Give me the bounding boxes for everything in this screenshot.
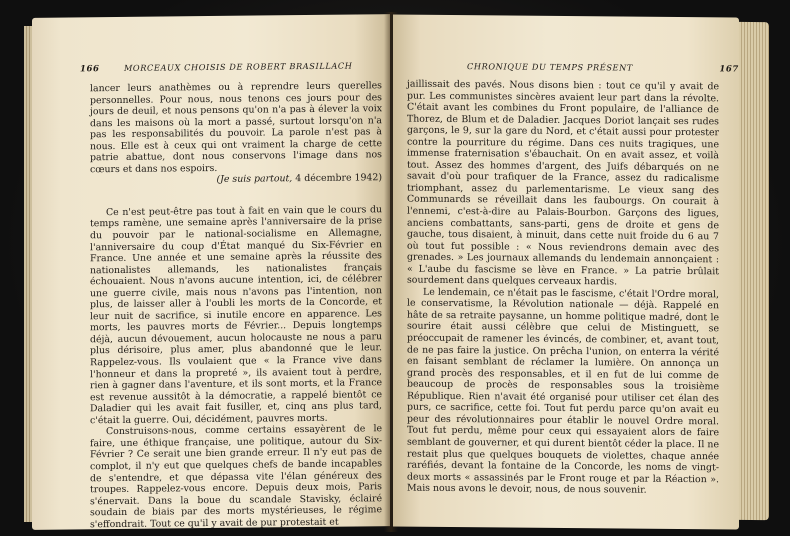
left-running-head-title: MORCEAUX CHOISIS DE ROBERT BRASILLACH — [123, 60, 353, 73]
right-page-number: 167 — [719, 64, 739, 75]
right-page-body — [407, 79, 719, 497]
left-page-number: 166 — [80, 64, 100, 75]
right-running-header — [467, 61, 739, 74]
right-page-edges — [739, 22, 769, 520]
right-paragraph-2: Le lendemain, ce n'était pas le fascisme, c'était l'Ordre moral, le conservatisme, la Révolution nationale — déjà. Rappelé en hâte de sa retraite paysanne, un homme politique madré, dont le sourire était aussi célèbre que celui de Mistinguett, se préoccupait de ramener les évincés, de combiner, et, avant tout, de ne pas faire la justice. On prêcha l'union, on enterra la vérité en faisant semblant de réclamer la lumière. On annonça un grand procès des responsables, et il en fut de lui comme de beaucoup de procès de responsables sous la troisième République. Rien n'avait été organisé pour utiliser cet élan des purs, ce sacrifice, cette foi. Tout fut perdu parce qu'on avait eu peur des révolutionnaires pour établir le nouvel Ordre moral. Tout fut perdu, même pour ceux qui essayaient alors de faire semblant de gouverner, et qui durent bientôt céder la place. Il ne restait plus que quelques bouquets de violettes, chaque année raréfiés, devant la fontaine de la Concorde, les noms de vingt-deux morts « assassinés par le Front rouge et par la Réaction ». Mais nous avons le devoir, nous, de nous souvenir. — [407, 286, 719, 496]
right-paragraph-1: jaillissait des pavés. Nous disons bien : tout ce qu'il y avait de pur. Les communistes sincères avaient leur part dans la révolte. C'était avant les combines du Front populaire, de l'alliance de Thorez, de Blum et de Daladier. Jacques Doriot lançait ses rudes garçons, le 9, sur la gare du Nord, et c'était aussi pour protester contre la pourriture du régime. Dans ces nuits tragiques, une immense fraternisation s'ébauchait. On en avait assez, et voilà tout. Assez des hommes d'argent, des Juifs débarqués on ne savait d'où pour trafiquer de la France, assez du radicalisme triomphant, assez du parlementarisme. Le vieux sang des Communards se réveillait dans les faubourgs. On courait à l'ennemi, c'est-à-dire au Palais-Bourbon. Garçons des ligues, anciens combattants, sans-parti, gens de droite et gens de gauche, tous disaient, à minuit, dans cette nuit froide du 6 au 7 où tout fut possible : « Nous reviendrons demain avec des grenades. » Les journaux allemands du lendemain annonçaient : « L'aube du fascisme se lève en France. » La patrie brûlait sourdement dans quelques cerveaux hardis. — [407, 78, 719, 288]
left-paragraph-2: Ce n'est peut-être pas tout à fait en vain que le cours du temps ramène, une semaine après l'anniversaire de la prise du pouvoir par le national-socialisme en Allemagne, l'anniversaire du coup d'État manqué du Six-Février en France. Une année et une semaine après la réussite des nationalistes allemands, les nationalistes français échouaient. Nous n'avons aucune intention, ici, de célébrer une guerre civile, mais nous n'avons pas l'intention, non plus, de laisser aller à l'oubli les morts de la Concorde, et leur nuit de sacrifice, si inutile encore en apparence. Les morts, les pauvres morts de Février... Depuis longtemps déjà, aucun dévouement, aucun holocauste ne nous a paru plus dérisoire, plus amer, plus abandonné que le leur. Rappelez-vous. Ils voulaient que « la France vive dans l'honneur et dans la propreté », ils avaient tout à perdre, rien à gagner dans l'aventure, et ils sont morts, et la France est revenue aussitôt à la démocratie, a rappelé bientôt ce Daladier qui les avait fait fusiller, et, cinq ans plus tard, c'était la guerre. Oui, décidément, pauvres morts. — [90, 204, 382, 427]
signature-source: (Je suis partout, — [216, 173, 293, 186]
left-page-body — [90, 80, 382, 530]
left-running-header — [80, 61, 353, 75]
right-page — [393, 14, 739, 529]
left-page — [32, 14, 390, 530]
left-paragraph-1: lancer leurs anathèmes ou à reprendre leurs querelles personnelles. Pour nous, nous tenons ces jours pour des jours de deuil, et nous pensons qu'on n'a pas à élever la voix dans les maisons où la mort a passé, surtout lorsqu'on n'a pas les responsabilités du pouvoir. La parole n'est pas à nous. Elle est à ceux qui ont vraiment la charge de cette patrie abattue, dont nous conservons l'image dans nos cœurs et dans nos espoirs. — [90, 80, 382, 176]
right-running-head-title: CHRONIQUE DU TEMPS PRÉSENT — [467, 61, 633, 73]
left-paragraph-3: Construisons-nous, comme certains essayèrent de le faire, une éthique française, une politique, autour du Six-Février ? Ce serait une bien grande erreur. Il n'y eut pas de complot, il n'y eut que quelques chefs de bande incapables de s'entendre, et que dépassa vite l'élan généreux des troupes. Rappelez-vous encore. Depuis deux mois, Paris s'énervait. Dans la boue du scandale Stavisky, éclairé soudain de biais par des morts mystérieuses, le régime s'effondrait. Tout ce qu'il y avait de pur protestait et — [90, 423, 382, 530]
signature-date: 4 décembre 1942) — [295, 172, 382, 185]
